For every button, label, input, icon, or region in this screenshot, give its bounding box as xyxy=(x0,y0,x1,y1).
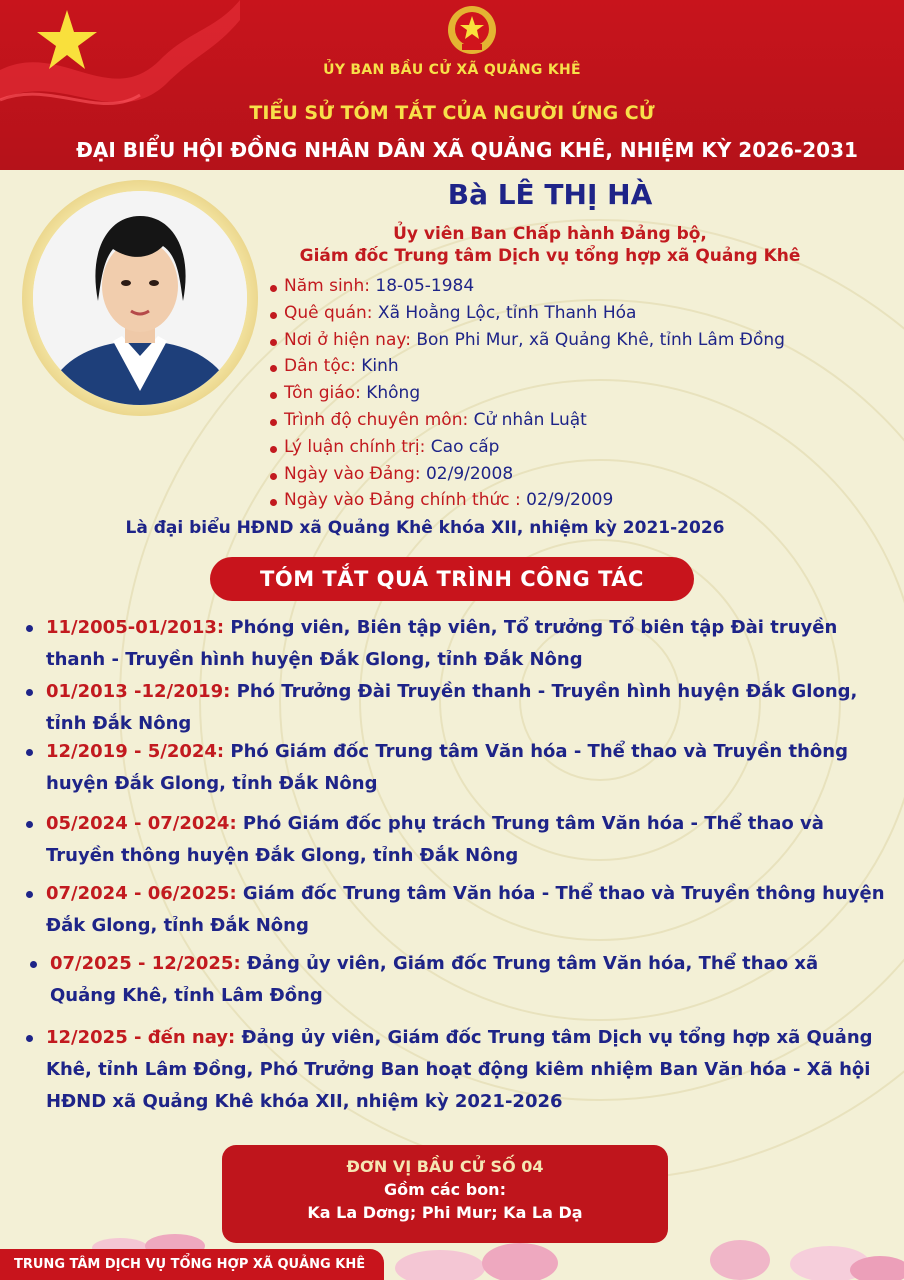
info-religion xyxy=(268,383,785,410)
career-text: Phó Giám đốc phụ trách Trung tâm Văn hóa - Thể thao và Truyền thông huyện Đắk Glong, tỉnh Đắk Nông xyxy=(46,813,824,866)
info-value: 02/9/2008 xyxy=(420,463,514,484)
career-section-title: TÓM TẮT QUÁ TRÌNH CÔNG TÁC xyxy=(210,557,694,601)
info-label: Trình độ chuyên môn: xyxy=(284,409,469,430)
info-label: Ngày vào Đảng chính thức : xyxy=(284,490,521,511)
career-period: 07/2025 - 12/2025: xyxy=(50,953,241,974)
career-item xyxy=(22,676,886,740)
info-label: Quê quán: xyxy=(284,302,373,323)
info-political-theory xyxy=(268,437,785,464)
career-period: 11/2005-01/2013: xyxy=(46,617,225,638)
info-education xyxy=(268,410,785,437)
electoral-unit-title: ĐƠN VỊ BẦU CỬ SỐ 04 xyxy=(346,1157,544,1176)
national-emblem-icon xyxy=(446,4,498,56)
info-ethnicity xyxy=(268,356,785,383)
info-label: Ngày vào Đảng: xyxy=(284,463,421,484)
career-item xyxy=(22,612,886,676)
info-birth-year xyxy=(268,276,785,303)
candidate-portrait xyxy=(33,191,247,405)
career-item xyxy=(22,736,886,800)
career-period: 05/2024 - 07/2024: xyxy=(46,813,237,834)
info-value: Cử nhân Luật xyxy=(468,409,587,430)
candidate-name: Bà LÊ THỊ HÀ xyxy=(447,178,653,211)
career-text: Phó Trưởng Đài Truyền thanh - Truyền hình huyện Đắk Glong, tỉnh Đắk Nông xyxy=(46,681,858,734)
info-party-official-date xyxy=(268,490,785,517)
info-value: Cao cấp xyxy=(425,436,500,457)
career-period: 07/2024 - 06/2025: xyxy=(46,883,237,904)
election-committee-label: ỦY BAN BẦU CỬ XÃ QUẢNG KHÊ xyxy=(323,62,581,78)
career-item xyxy=(22,878,886,942)
career-item xyxy=(22,808,886,872)
electoral-unit-intro: Gồm các bon: xyxy=(384,1180,506,1199)
electoral-unit-villages: Ka La Dơng; Phi Mur; Ka La Dạ xyxy=(307,1203,583,1222)
personal-info-list xyxy=(268,276,785,517)
council-title: ĐẠI BIỂU HỘI ĐỒNG NHÂN DÂN XÃ QUẢNG KHÊ, NHIỆM KỲ 2026-2031 xyxy=(76,138,858,162)
footer-org-label: TRUNG TÂM DỊCH VỤ TỔNG HỢP XÃ QUẢNG KHÊ xyxy=(0,1249,384,1280)
info-value: Kinh xyxy=(355,356,399,377)
info-party-join-date xyxy=(268,464,785,491)
info-label: Năm sinh: xyxy=(284,276,370,296)
career-period: 01/2013 -12/2019: xyxy=(46,681,231,702)
career-text: Đảng ủy viên, Giám đốc Trung tâm Văn hóa, Thể thao xã Quảng Khê, tỉnh Lâm Đồng xyxy=(50,953,819,1006)
delegate-note: Là đại biểu HĐND xã Quảng Khê khóa XII, nhiệm kỳ 2021-2026 xyxy=(125,518,725,538)
info-value: 02/9/2009 xyxy=(520,490,614,511)
info-label: Tôn giáo: xyxy=(284,383,361,404)
info-label: Lý luận chính trị: xyxy=(284,436,426,457)
info-label: Nơi ở hiện nay: xyxy=(284,329,411,350)
info-value: 18-05-1984 xyxy=(369,276,475,296)
lotus-flowers-decoration xyxy=(380,1218,904,1280)
career-text: Giám đốc Trung tâm Văn hóa - Thể thao và Truyền thông huyện Đắk Glong, tỉnh Đắk Nông xyxy=(46,883,885,936)
career-text: Phó Giám đốc Trung tâm Văn hóa - Thể thao và Truyền thông huyện Đắk Glong, tỉnh Đắk Nông xyxy=(46,741,848,794)
candidate-position-line2: Giám đốc Trung tâm Dịch vụ tổng hợp xã Quảng Khê xyxy=(299,246,801,266)
bio-title: TIỂU SỬ TÓM TẮT CỦA NGƯỜI ỨNG CỬ xyxy=(249,102,655,124)
info-value: Xã Hoằng Lộc, tỉnh Thanh Hóa xyxy=(372,302,637,323)
career-item xyxy=(22,1022,886,1118)
info-residence xyxy=(268,330,785,357)
candidate-position-line1: Ủy viên Ban Chấp hành Đảng bộ, xyxy=(393,224,707,244)
info-value: Không xyxy=(360,383,421,404)
career-item xyxy=(26,948,890,1012)
info-value: Bon Phi Mur, xã Quảng Khê, tỉnh Lâm Đồng xyxy=(410,329,785,350)
career-period: 12/2025 - đến nay: xyxy=(46,1027,236,1048)
info-label: Dân tộc: xyxy=(284,356,356,377)
career-text: Đảng ủy viên, Giám đốc Trung tâm Dịch vụ tổng hợp xã Quảng Khê, tỉnh Lâm Đồng, Phó Trưởng Ban hoạt động kiêm nhiệm Ban Văn hóa - Xã hội HĐND xã Quảng Khê khóa XII, nhiệm kỳ 2021-2026 xyxy=(46,1027,873,1112)
info-hometown xyxy=(268,303,785,330)
career-period: 12/2019 - 5/2024: xyxy=(46,741,225,762)
career-text: Phóng viên, Biên tập viên, Tổ trưởng Tổ biên tập Đài truyền thanh - Truyền hình huyện Đắk Glong, tỉnh Đắk Nông xyxy=(46,617,838,670)
